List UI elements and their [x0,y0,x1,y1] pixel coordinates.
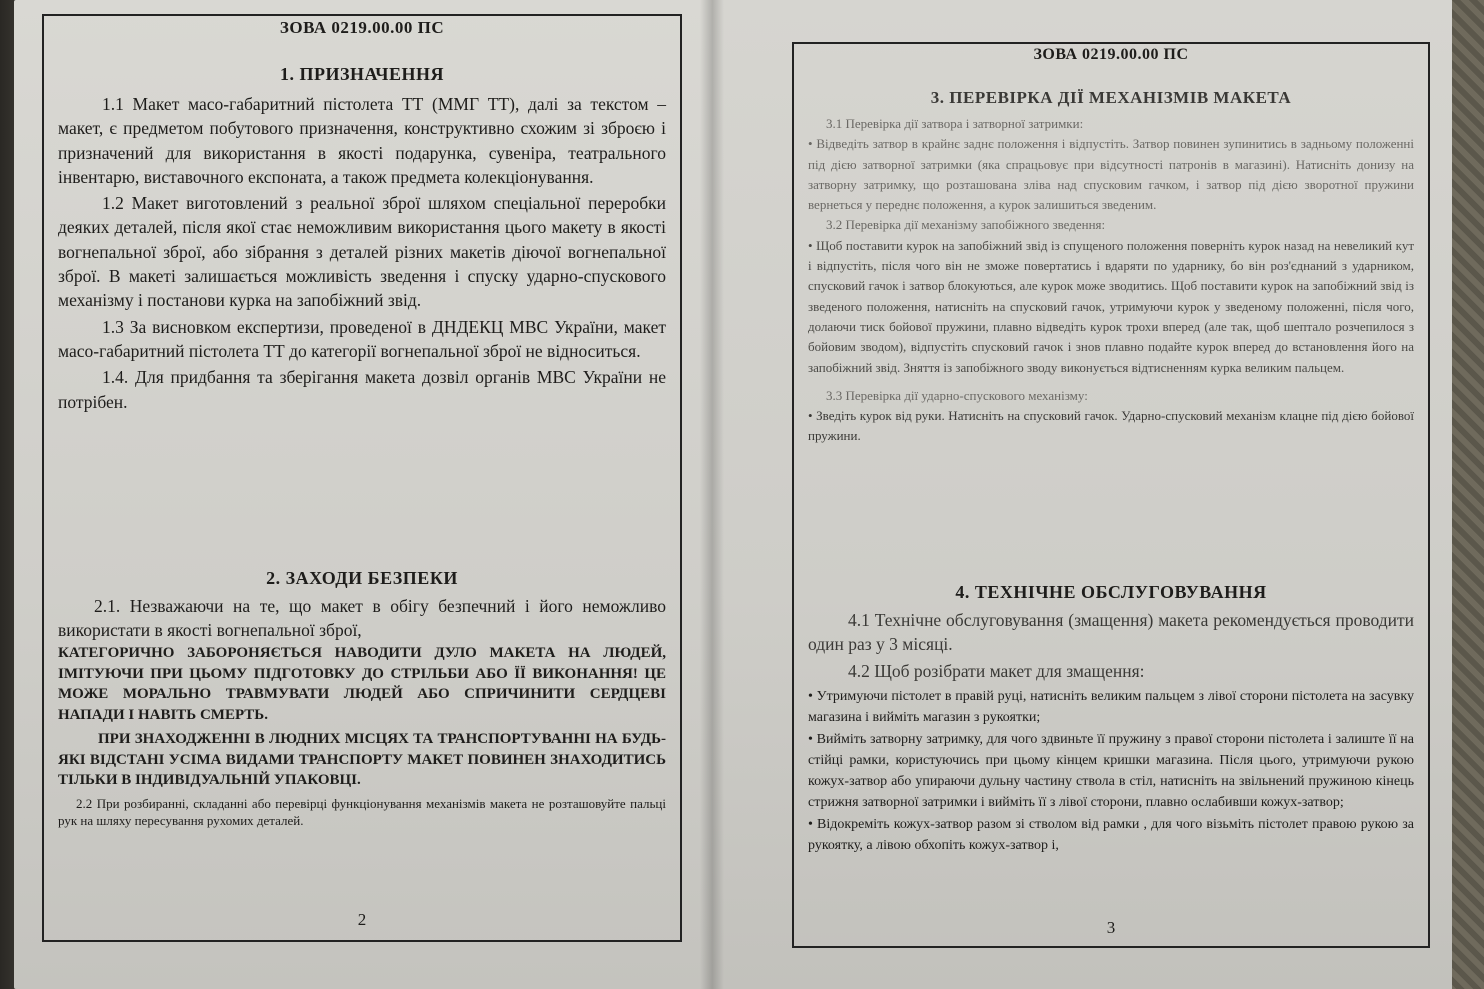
section-3-title: 3. ПЕРЕВІРКА ДІЇ МЕХАНІЗМІВ МАКЕТА [930,88,1292,107]
bullet-separate-slide: • Відокреміть кожух-затвор разом зі стволом від рамки , для чого візьміть пістолет правою рукою за рукоятку, а лівою обхопіть кожух-затвор і, [808,816,1414,854]
paragraph-1-4: 1.4. Для придбання та зберігання макета дозвіл органів МВС України не потрібен. [58,367,666,412]
paragraph-2-1: 2.1. Незважаючи на те, що макет в обігу безпечний і його неможливо використати в якості вогнепальної зброї, [58,596,666,640]
subsection-3-2-text: • Щоб поставити курок на запобіжний звід із спущеного положення поверніть курок назад на невеликий кут і відпустіть, після чого він не зможе повертатись і вдаряти по ударнику, бо він роз'єднаний з ударником, спусковий гачок і затвор блокуються, але курок може зводитись. Щоб поставити курок на запобіжний звід із зведеного положення, натисніть на спусковий гачок, утримуючи курок у зведеному положенні, після чого, долаючи тиск бойової пружини, плавно відведіть курок трохи вперед (але так, щоб шептало розчепилося з бойовим зводом), відпустіть спусковий гачок і знов плавно подайте курок вперед до встановлення його на запобіжний звід. Зняття із запобіжного зводу виконується відтисненням курка великим пальцем. [808,237,1414,375]
subsection-3-1-title: 3.1 Перевірка дії затвора і затворної затримки: [826,116,1084,131]
subsection-3-2-title: 3.2 Перевірка дії механізму запобіжного зведення: [826,217,1106,233]
paragraph-1-2: 1.2 Макет виготовлений з реальної зброї шляхом спеціальної переробки деяких деталей, після якої стає неможливим використання цього макету в якості вогнепальної зброї, або зібрання з деталей різних макетів діючої вогнепальної зброї. В макеті залишається можливість зведення і спуску ударно-спускового механізму і постанови курка на запобіжний звід. [58,193,666,311]
paragraph-4-2: 4.2 Щоб розібрати макет для змащення: [848,661,1145,681]
right-page-frame [792,42,1430,948]
subsection-3-1-text: • Відведіть затвор в крайнє заднє положення і відпустіть. Затвор повинен зупинитись в задньому положенні під дією затворної затримки (яка спрацьовує при відсутності патронів в магазині). Натисніть донизу на затворну затримку, що розташована зліва над спусковим гачком, і затвор під дією зворотної пружини вернеться у переднє положення, а курок залишиться зведеним. [808,136,1414,213]
page-fold [700,0,724,989]
paragraph-1-3: 1.3 За висновком експертизи, проведеної в ДНДЕКЦ МВС України, макет масо-габаритний пістолета ТТ до категорії вогнепальної зброї не відноситься. [58,316,666,361]
section-4-title: 4. ТЕХНІЧНЕ ОБСЛУГОВУВАННЯ [955,582,1267,602]
subsection-3-3-text: • Зведіть курок від руки. Натисніть на спусковий гачок. Ударно-спусковий механізм клацне під дією бойової пружини. [808,408,1414,444]
left-page-number: 2 [357,910,367,929]
right-page-number: 3 [1106,918,1116,937]
section-1-title: 1. ПРИЗНАЧЕННЯ [280,64,444,84]
left-page-frame [42,14,682,942]
warning-caps-2: ПРИ ЗНАХОДЖЕННІ В ЛЮДНИХ МІСЦЯХ ТА ТРАНСПОРТУВАННІ НА БУДЬ-ЯКІ ВІДСТАНІ УСІМА ВИДАМИ ТРАНСПОРТУ МАКЕТ ПОВИНЕН ЗНАХОДИТИСЬ ТІЛЬКИ В ІНДИВІДУАЛЬНІЙ УПАКОВЦІ. [58,731,666,788]
paragraph-4-1: 4.1 Технічне обслуговування (змащення) макета рекомендується проводити один раз у 3 місяці. [808,610,1414,654]
right-page-header: ЗОВА 0219.00.00 ПС [1033,46,1189,63]
paragraph-2-2: 2.2 При розбиранні, складанні або перевірці функціонування механізмів макета не розташовуйте пальці рук на шляху пересування рухомих деталей. [58,795,666,828]
subsection-3-3-title: 3.3 Перевірка дії ударно-спускового механізму: [826,387,1088,403]
paragraph-1-1: 1.1 Макет масо-габаритний пістолета ТТ (ММГ ТТ), далі за текстом – макет, є предметом побутового призначення, конструктивно схожим зі зброєю і призначений для використання в якості подарунка, сувеніра, театрального інвентарю, виставочного експоната, а також предмета колекціонування. [58,94,666,187]
left-page-header: ЗОВА 0219.00.00 ПС [279,18,445,37]
bullet-remove-magazine: • Утримуючи пістолет в правій руці, натисніть великим пальцем з лівої сторони пістолета на засувку магазина і вийміть магазин з рукоятки; [808,689,1414,726]
warning-caps-1: КАТЕГОРИЧНО ЗАБОРОНЯЄТЬСЯ НАВОДИТИ ДУЛО МАКЕТА НА ЛЮДЕЙ, ІМІТУЮЧИ ПРИ ЦЬОМУ ПІДГОТОВКУ ДО СТРІЛЬБИ АБО ЇЇ ВИКОНАННЯ! ЦЕ МОЖЕ МОРАЛЬНО ТРАВМУВАТИ ЛЮДЕЙ АБО СПРИЧИНИТИ СЕРДЦЕВІ НАПАДИ І НАВІТЬ СМЕРТЬ. [58,645,666,723]
section-2-title: 2. ЗАХОДИ БЕЗПЕКИ [266,568,458,588]
bullet-remove-slide-stop: • Вийміть затворну затримку, для чого здвиньте її пружину з правої сторони пістолета і залиште її на стійці рамки, користуючись при цьому кінцем кришки магазина. Після цього, утримуючи рукою кожух-затвор або упираючи дульну частину ствола в стіл, натисніть на звільнений пружиною кінець стрижня затворної затримки і вийміть її з лівої сторони, плавно ослабивши кожух-затвор; [808,731,1414,811]
